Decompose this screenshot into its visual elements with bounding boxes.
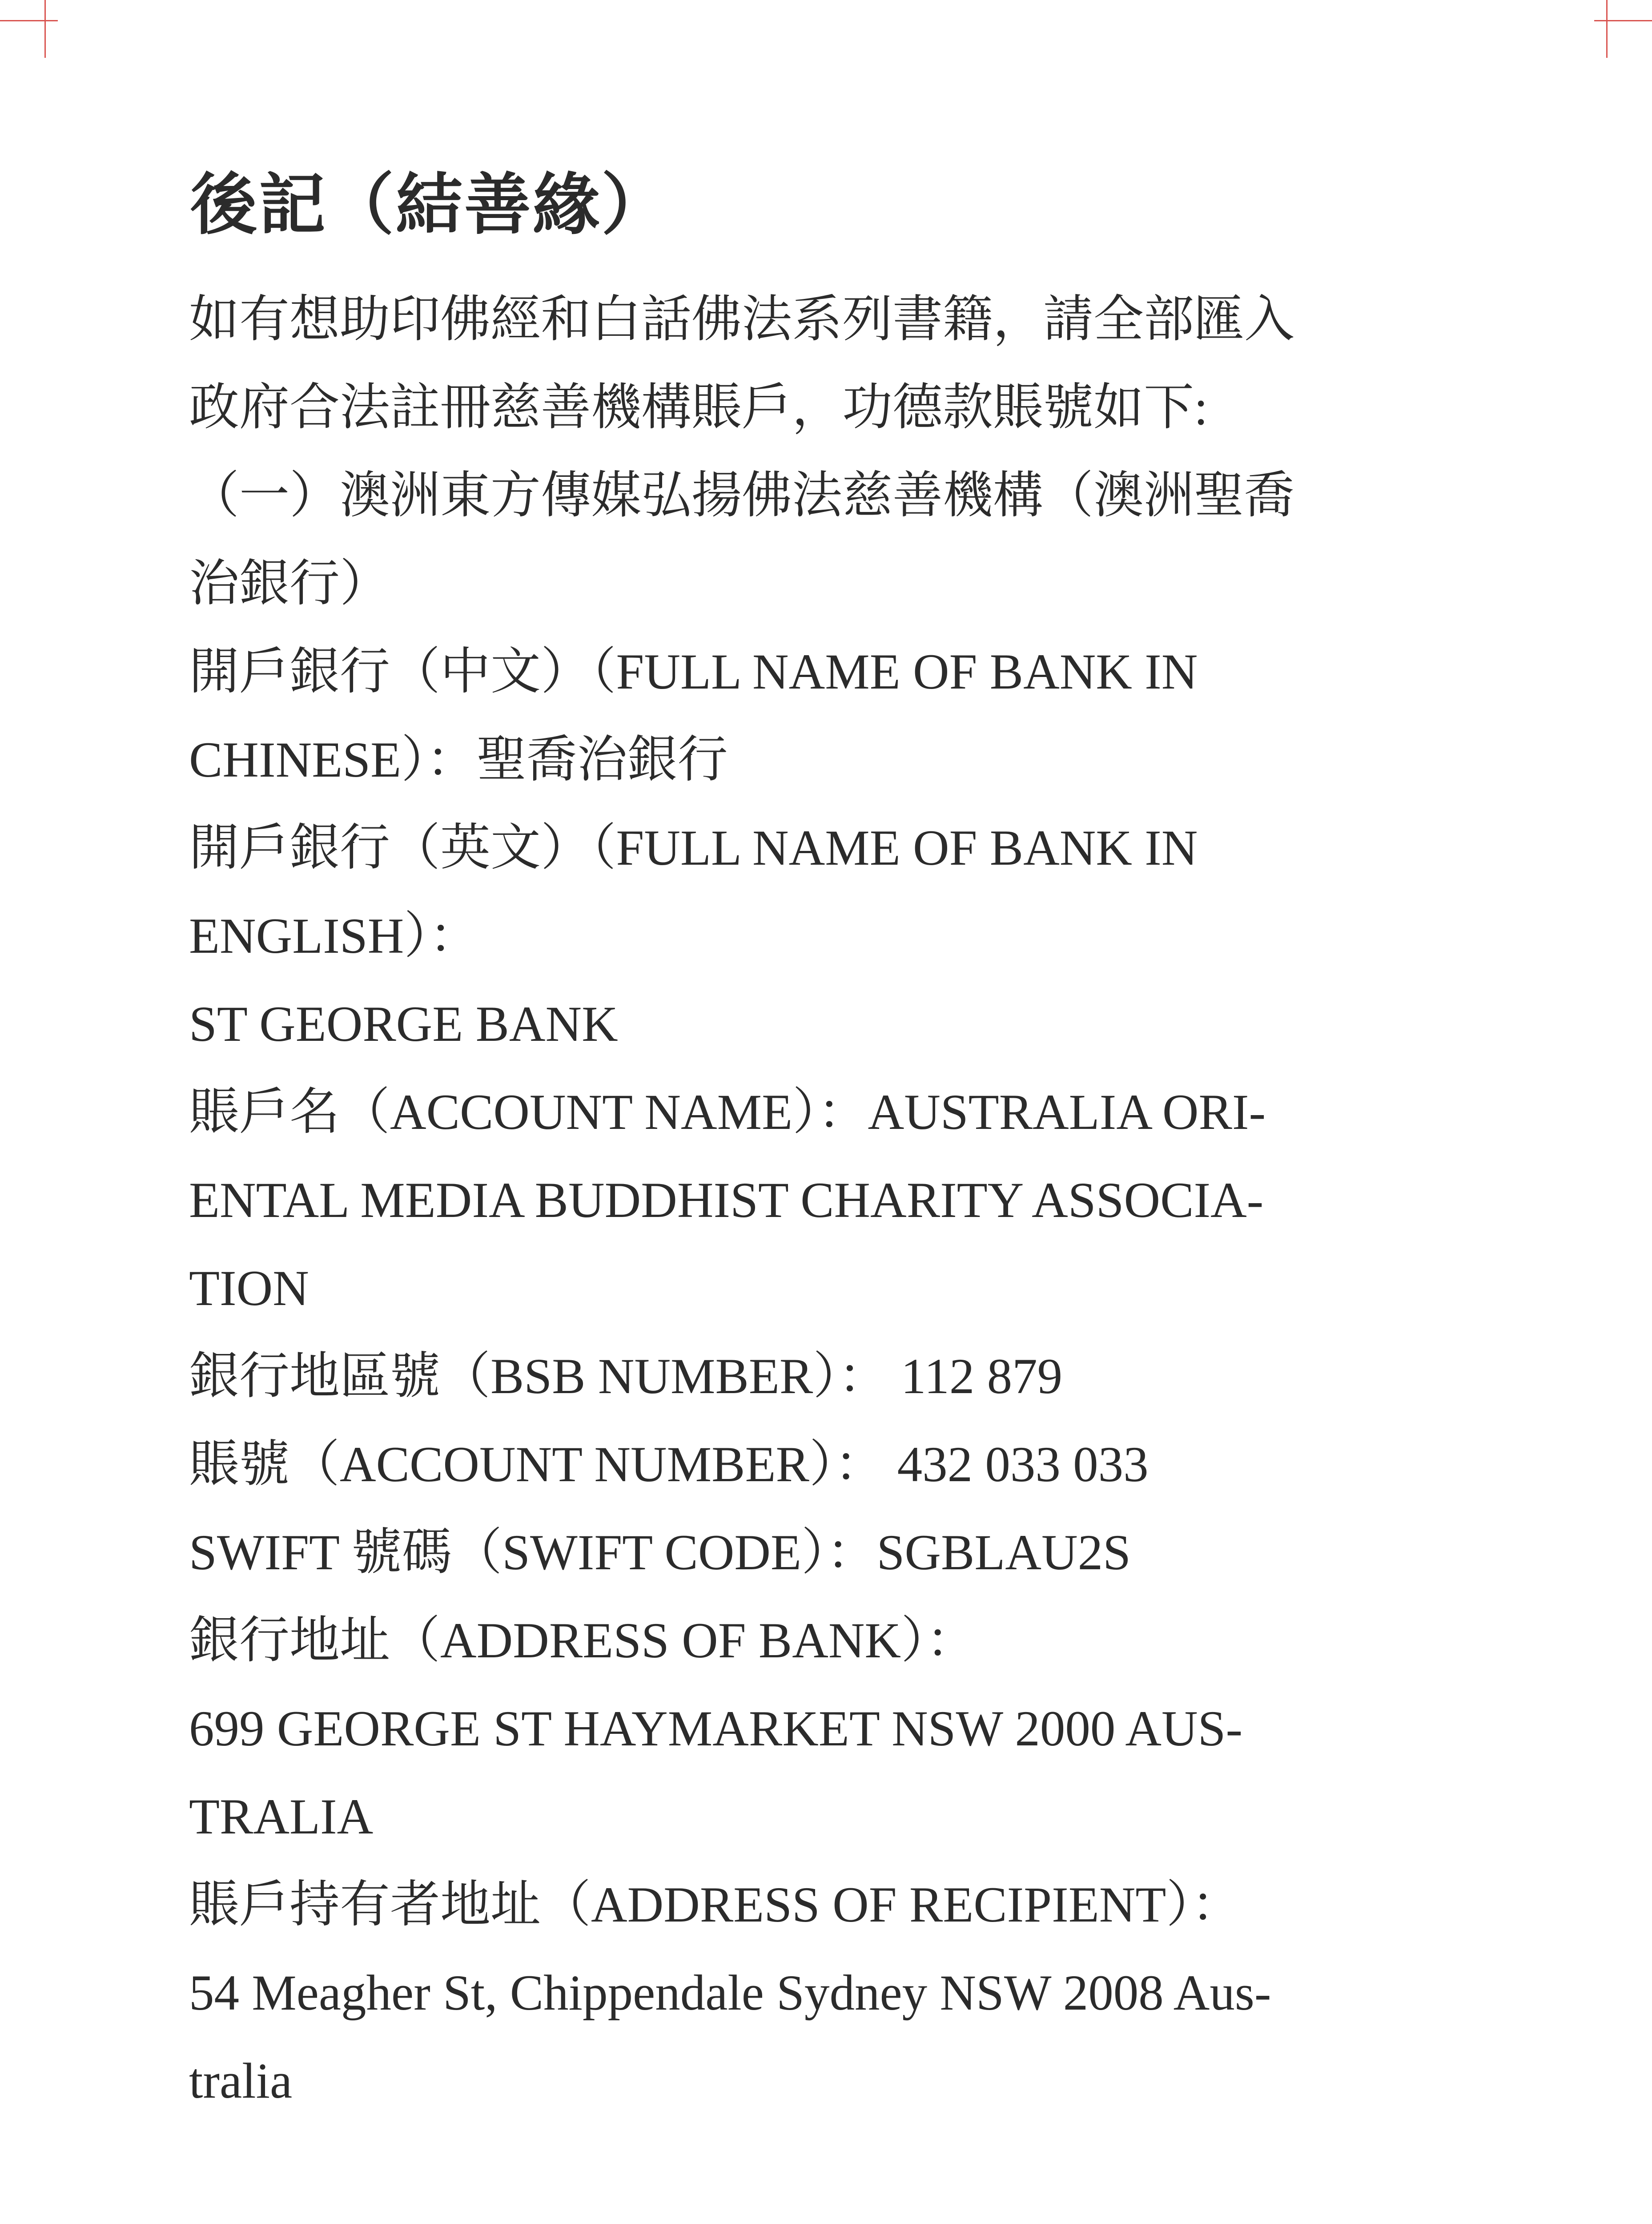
text-line: 銀行地區號（BSB NUMBER）： 112 879 [189, 1349, 1063, 1404]
text-line: 開戶銀行（英文）（FULL NAME OF BANK IN [189, 820, 1198, 876]
text-line: TION [189, 1261, 309, 1316]
text-line: 銀行地址（ADDRESS OF BANK）： [189, 1613, 977, 1668]
text-line: 699 GEORGE ST HAYMARKET NSW 2000 AUS- [189, 1701, 1243, 1757]
crop-mark-top-left-v [44, 0, 46, 58]
crop-mark-top-left-h [0, 20, 58, 21]
text-line: ENTAL MEDIA BUDDHIST CHARITY ASSOCIA- [189, 1172, 1264, 1228]
crop-mark-top-right-v [1606, 0, 1608, 58]
crop-mark-top-right-h [1594, 20, 1652, 21]
text-line: （一）澳洲東方傳媒弘揚佛法慈善機構（澳洲聖喬 [189, 468, 1294, 524]
text-line: SWIFT 號碼（SWIFT CODE）：SGBLAU2S [189, 1525, 1131, 1580]
text-line: ST GEORGE BANK [189, 996, 618, 1052]
text-line: 政府合法註冊慈善機構賬戶，功德款賬號如下: [189, 380, 1208, 435]
document-body [189, 276, 1479, 2125]
text-line: 治銀行） [189, 556, 390, 612]
text-line: 賬戶名（ACCOUNT NAME）：AUSTRALIA ORI- [189, 1084, 1266, 1140]
text-line: 如有想助印佛經和白話佛法系列書籍，請全部匯入 [189, 292, 1294, 347]
page-title: 後記（結善緣） [190, 165, 670, 244]
text-line: 開戶銀行（中文）（FULL NAME OF BANK IN [189, 644, 1198, 700]
text-line: 54 Meagher St, Chippendale Sydney NSW 2008 Aus- [189, 1965, 1271, 2021]
text-line: TRALIA [189, 1789, 374, 1845]
text-line: 賬戶持有者地址（ADDRESS OF RECIPIENT）： [189, 1877, 1242, 1933]
text-line: tralia [189, 2053, 293, 2109]
text-line: 賬號（ACCOUNT NUMBER）： 432 033 033 [189, 1437, 1149, 1492]
text-line: ENGLISH）： [189, 908, 479, 964]
text-line: CHINESE）：聖喬治銀行 [189, 732, 728, 788]
